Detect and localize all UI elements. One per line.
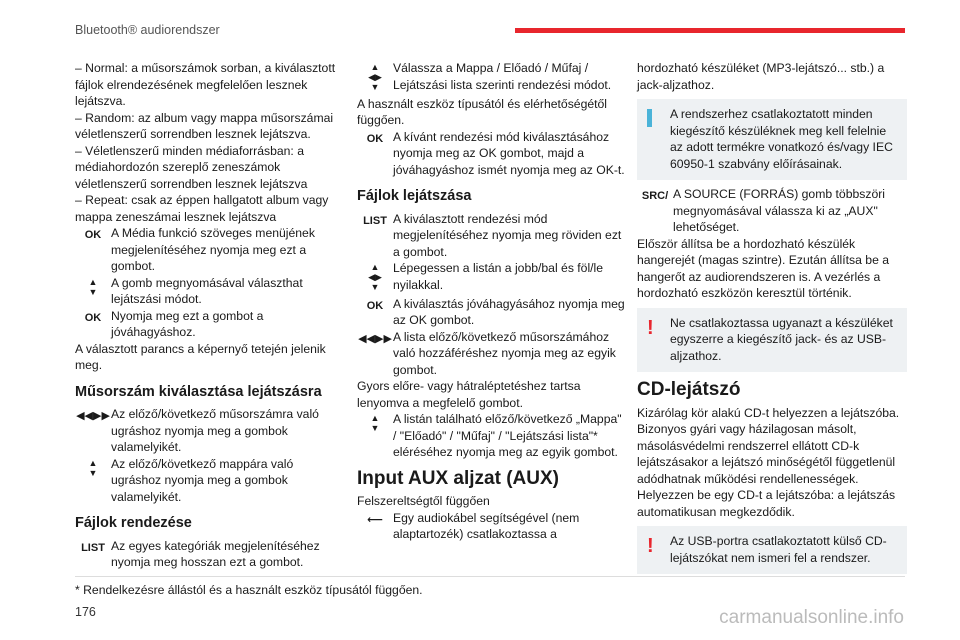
info-box-iec: A rendszerhez csatlakoztatott minden kiegészítő készüléknek meg kell felelnie az adott termékre vonatkozó és/vagy IEC 60950-1 szabvány előírásainak.	[637, 99, 907, 180]
aux-continued: hordozható készüléket (MP3-lejátszó... stb.) a jack-aljzathoz.	[637, 61, 885, 92]
footer-divider	[75, 576, 905, 577]
prev-next-icon: ◀◀▶▶	[358, 332, 392, 345]
ok-icon: OK	[84, 229, 102, 241]
heading-file-sort: Fájlok rendezése	[75, 515, 192, 531]
prev-next-track-instruction: ◀◀▶▶ A lista előző/következő műsorszámához való hozzáféréshez nyomja meg az egyik gombot.	[358, 329, 616, 377]
cd-text: Kizárólag kör alakú CD-t helyezzen a lejátszóba. Bizonyos gyári vagy házilagosan másolt, másolásvédelmi rendszerrel ellátott CD-k lejátszásakor a lejátszó minőségétől függetlenül adódhatnak működési rendellenességek. Helyezzen be egy CD-t a lejátszóba: a lejátszás automatikusan megkezdődik.	[637, 405, 900, 519]
volume-note: Először állítsa be a hordozható készülék hangerejét (magas szintre). Ezután állítsa be a hangerőt az audiorendszeren is. A vezérlés a hordozható eszközön keresztül történik.	[637, 236, 890, 300]
warning-icon: !	[647, 535, 654, 557]
column-3	[637, 60, 907, 580]
ok-media-instruction: OK A Média funkció szöveges menüjének megjelenítéséhez nyomja meg ezt a gombot.	[75, 225, 345, 275]
four-way-arrows-icon: ▲ ◀▶ ▼	[368, 262, 382, 292]
ok-confirm-instruction: OK Nyomja meg ezt a gombot a jóváhagyáshoz.	[75, 308, 345, 341]
up-down-arrows-icon: ▲ ▼	[88, 457, 98, 478]
heading-cd: CD-lejátszó	[637, 379, 741, 400]
heading-aux: Input AUX aljzat (AUX)	[357, 467, 559, 489]
ok-select-instruction: OK A kiválasztás jóváhagyásához nyomja meg az OK gombot.	[357, 296, 627, 329]
track-skip-instruction: ◀◀▶▶ Az előző/következő műsorszámra való ugráshoz nyomja meg a gombok valamelyikét.	[76, 407, 319, 454]
prev-next-icon: ◀◀▶▶	[76, 410, 110, 422]
source-instruction: SRC/ A SOURCE (FORRÁS) gomb többszöri megnyomásával válassza ki az „AUX" lehetőséget.	[637, 186, 907, 236]
page-header: Bluetooth® audiorendszer	[75, 23, 220, 37]
ok-sort-instruction: OK A kívánt rendezési mód kiválasztásához nyomja meg az OK gombot, majd a jóváhagyáshoz ismét nyomja meg az OK-t.	[357, 129, 627, 179]
mode-normal: – Normal: a műsorszámok sorban, a kiválasztott fájlok elrendezésének megfelelően lesznek lejátszva.	[75, 61, 336, 108]
mode-repeat: – Repeat: csak az éppen hallgatott album vagy mappa zeneszámai lesznek lejátszva	[75, 193, 329, 224]
warning-box-jack-usb: ! Ne csatlakoztassa ugyanazt a készüléket egyszerre a kiegészítő jack- és az USB-aljzathoz.	[637, 308, 907, 373]
fast-forward-note: Gyors előre- vagy hátraléptetéshez tartsa lenyomva a megfelelő gombot.	[357, 379, 581, 410]
up-down-arrows-icon: ▲ ▼	[88, 276, 98, 297]
cable-icon: ⟵	[367, 513, 383, 526]
device-note: A használt eszköz típusától és elérhetőségétől függően.	[357, 96, 607, 127]
list-icon: LIST	[81, 541, 105, 554]
four-way-arrows-icon: ▲ ◀▶ ▼	[368, 62, 382, 92]
watermark: carmanualsonline.info	[719, 607, 904, 628]
equipment-note: Felszereltségtől függően	[357, 494, 490, 508]
heading-track-select: Műsorszám kiválasztása lejátszásra	[75, 383, 322, 400]
column-1	[75, 60, 345, 571]
info-icon	[647, 109, 652, 127]
warning-icon: !	[647, 316, 654, 339]
warning-box-usb-cd: ! Az USB-portra csatlakoztatott külső CD-lejátszókat nem ismeri fel a rendszer.	[637, 526, 907, 574]
navigate-list-instruction: ▲ ◀▶ ▼ Lépegessen a listán a jobb/bal és föl/le nyilakkal.	[357, 260, 627, 296]
heading-file-play: Fájlok lejátszása	[357, 188, 472, 204]
source-icon: SRC/	[641, 190, 669, 202]
footnote: * Rendelkezésre állástól és a használt eszköz típusától függően.	[75, 583, 423, 597]
updown-instruction: ▲ ▼ A gomb megnyomásával választhat lejátszási módot.	[75, 275, 345, 308]
list-icon: LIST	[363, 214, 387, 227]
up-down-arrows-icon: ▲ ▼	[370, 413, 380, 433]
header-red-bar	[515, 28, 905, 33]
selected-command-note: A választott parancs a képernyő tetején jelenik meg.	[75, 341, 326, 372]
prev-next-folder-instruction: ▲ ▼ A listán található előző/következő „Mappa" / "Előadó" / "Műfaj" / "Lejátszási lista"* eléréséhez nyomja meg az egyik gombot.	[357, 411, 627, 461]
mode-random-all: – Véletlenszerű minden médiaforrásban: a médiahordozón szereplő zeneszámok véletlenszerű sorrendben lesznek lejátszva	[75, 143, 308, 191]
page-number: 176	[75, 605, 96, 619]
list-short-press-instruction: LIST A kiválasztott rendezési mód megjelenítéséhez nyomja meg röviden ezt a gombot.	[357, 211, 627, 261]
ok-icon: OK	[84, 311, 102, 324]
mode-random: – Random: az album vagy mappa műsorszámai véletlenszerű sorrendben lesznek lejátszva.	[75, 110, 334, 141]
column-2	[357, 60, 627, 543]
aux-cable-instruction: ⟵ Egy audiokábel segítségével (nem alaptartozék) csatlakoztassa a	[357, 510, 627, 543]
list-long-press-instruction: LIST Az egyes kategóriák megjelenítéséhez nyomja meg hosszan ezt a gombot.	[75, 538, 345, 571]
ok-icon: OK	[366, 132, 384, 145]
sort-mode-instruction: ▲ ◀▶ ▼ Válassza a Mappa / Előadó / Műfaj / Lejátszási lista szerinti rendezési módot.	[357, 60, 627, 96]
folder-skip-instruction: ▲ ▼ Az előző/következő mappára való ugráshoz nyomja meg a gombok valamelyikét.	[75, 456, 345, 506]
ok-icon: OK	[366, 299, 384, 312]
